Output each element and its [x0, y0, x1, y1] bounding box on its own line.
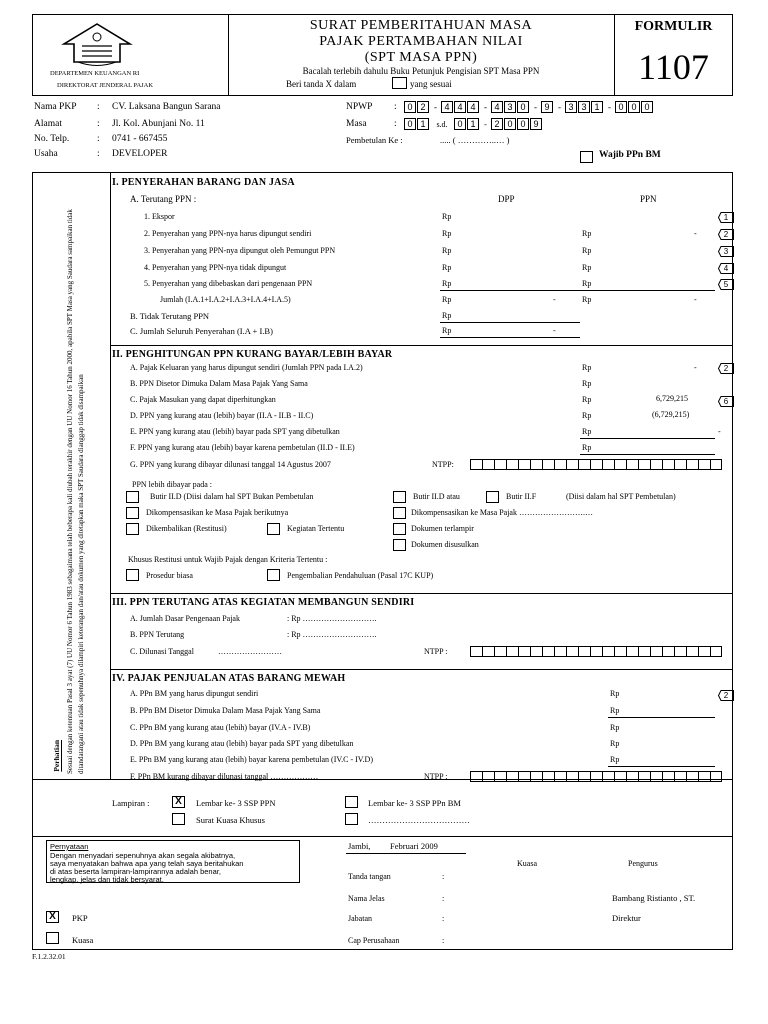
checkbox-dokumen-terlampir[interactable]	[393, 523, 406, 535]
section-3-title: III. PPN TERUTANG ATAS KEGIATAN MEMBANGUN SENDIRI	[112, 597, 415, 608]
masa-label: Masa	[346, 119, 367, 129]
s4-b: B. PPn BM Disetor Dimuka Dalam Masa Pajak Yang Sama	[130, 706, 321, 715]
s2-c: C. Pajak Masukan yang dapat diperhitungkan	[130, 395, 276, 404]
s4-d: D. PPn BM yang kurang atau (lebih) bayar pada SPT yang dibetulkan	[130, 739, 354, 748]
checkbox-lampiran-ssp-ppn[interactable]: X	[172, 796, 185, 808]
underline	[580, 438, 715, 439]
s2-b: B. PPN Disetor Dimuka Dalam Masa Pajak Yang Sama	[130, 379, 308, 388]
mark-instruction-end: yang sesuai	[410, 79, 452, 89]
signer-title[interactable]: Direktur	[612, 913, 641, 923]
mark-example-checkbox	[392, 77, 407, 89]
s1-c: C. Jumlah Seluruh Penyerahan (I.A + I.B)	[130, 326, 273, 336]
s3-a: A. Jumlah Dasar Pengenaan Pajak	[130, 614, 240, 623]
s3-c-value[interactable]: ……………………	[218, 647, 282, 656]
perhatian-text-1: Sesuai dengan ketentuan Pasal 3 ayat (7) UU Nomor 6 Tahun 1983 sebagaimana telah beberapa kali diubah terakhir dengan UU Nomor 16 Tahun 2000, apabila SPT Masa yang Saudara sampaikan tidak	[66, 209, 74, 774]
underline	[440, 322, 580, 323]
khusus-restitusi-label: Khusus Restitusi untuk Wajib Pajak dengan Kriteria Tertentu :	[128, 555, 328, 564]
section-1-title: I. PENYERAHAN BARANG DAN JASA	[112, 177, 295, 188]
s2-a: A. Pajak Keluaran yang harus dipungut sendiri (Jumlah PPN pada I.A.2)	[130, 363, 363, 372]
tag-5: 5	[718, 279, 734, 290]
dpp-header: DPP	[498, 194, 515, 204]
checkbox-butir-iif[interactable]	[486, 491, 499, 503]
tag-2: 2	[718, 690, 734, 701]
digit-separator: -	[484, 102, 487, 112]
sign-place[interactable]: Jambi,	[348, 841, 371, 851]
wajib-ppnbm-checkbox[interactable]	[580, 151, 593, 163]
perhatian-title: Perhatian	[52, 740, 61, 772]
tag-2: 2	[718, 229, 734, 240]
form-code: F.1.2.32.01	[32, 952, 66, 961]
s2-d-value[interactable]: (6,729,215)	[652, 410, 690, 419]
alamat-label: Alamat	[34, 119, 62, 129]
sign-date[interactable]: Februari 2009	[390, 841, 438, 851]
digit-separator: -	[558, 102, 561, 112]
digit-separator: -	[534, 102, 537, 112]
pernyataan-title: Pernyataan	[50, 842, 89, 851]
underline	[580, 290, 715, 291]
s1-row-2: 2. Penyerahan yang PPN-nya harus dipungut sendiri	[144, 229, 312, 238]
s3-b: B. PPN Terutang	[130, 630, 185, 639]
checkbox-lampiran-ssp-ppnbm[interactable]	[345, 796, 358, 808]
digit-box[interactable]: 0	[504, 118, 516, 130]
checkbox-butir-iid[interactable]	[126, 491, 139, 503]
section-2-title: II. PENGHITUNGAN PPN KURANG BAYAR/LEBIH BAYAR	[112, 349, 393, 360]
s1-row-5: 5. Penyerahan yang dibebaskan dari pengenaan PPN	[144, 279, 313, 288]
checkbox-prosedur-biasa[interactable]	[126, 569, 139, 581]
digit-box[interactable]: 1	[591, 101, 603, 113]
underline	[608, 717, 715, 718]
digit-box[interactable]: 4	[441, 101, 453, 113]
digit-box[interactable]: 2	[417, 101, 429, 113]
s3-c: C. Dilunasi Tanggal	[130, 647, 194, 656]
digit-box[interactable]: 0	[517, 118, 529, 130]
instruction-note: Bacalah terlebih dahulu Buku Petunjuk Pengisian SPT Masa PPN	[302, 66, 540, 76]
kuasa-column: Kuasa	[517, 859, 537, 868]
divider	[110, 345, 733, 346]
lampiran-label: Lampiran :	[112, 798, 150, 808]
digit-separator: -	[608, 102, 611, 112]
pembetulan-value[interactable]: ..... ( …………..… )	[440, 135, 510, 145]
form-number: 1107	[638, 47, 709, 87]
tag-2: 2	[718, 363, 734, 374]
npwp-label: NPWP	[346, 102, 373, 112]
telp-label: No. Telp.	[34, 134, 70, 144]
checkbox-butir-iid-atau[interactable]	[393, 491, 406, 503]
ntpp-boxes[interactable]	[470, 646, 722, 657]
divider	[110, 669, 733, 670]
usaha-label: Usaha	[34, 149, 58, 159]
perhatian-text-2: ditandatangani atau tidak sepenuhnya dilampiri keterangan dan/atau dokumen yang ditetapkan maka SPT Saudara dianggap tidak disampaikan	[77, 374, 85, 774]
checkbox-kompensasi-masa[interactable]	[393, 507, 406, 519]
form-title-2: PAJAK PERTAMBAHAN NILAI	[319, 34, 523, 49]
telp-value[interactable]: 0741 - 667455	[112, 134, 168, 144]
digit-box[interactable]: 0	[615, 101, 627, 113]
section-4-title: IV. PAJAK PENJUALAN ATAS BARANG MEWAH	[112, 673, 346, 684]
checkbox-surat-kuasa[interactable]	[172, 813, 185, 825]
s1-jumlah: Jumlah (I.A.1+I.A.2+I.A.3+I.A.4+I.A.5)	[160, 295, 291, 304]
underline	[440, 337, 580, 338]
mark-instruction: Beri tanda X dalam	[286, 79, 357, 89]
s4-e: E. PPn BM yang kurang atau (lebih) bayar karena pembetulan (IV.C - IV.D)	[130, 755, 373, 764]
npwp-digits[interactable]	[404, 101, 654, 113]
s1-row-1: 1. Ekspor	[144, 212, 175, 221]
usaha-value[interactable]: DEVELOPER	[112, 149, 168, 159]
digit-box[interactable]: 4	[454, 101, 466, 113]
digit-separator: s.d.	[436, 119, 448, 129]
digit-box[interactable]: 0	[628, 101, 640, 113]
underline	[440, 290, 580, 291]
tag-6: 6	[718, 396, 734, 407]
pengurus-column: Pengurus	[628, 859, 658, 868]
digit-box[interactable]: 2	[491, 118, 503, 130]
underline	[580, 454, 715, 455]
digit-separator: -	[484, 119, 487, 129]
directorate-name: DIREKTORAT JENDERAL PAJAK	[57, 82, 154, 89]
ntpp-boxes[interactable]	[470, 771, 722, 782]
digit-box[interactable]: 4	[467, 101, 479, 113]
underline	[608, 766, 715, 767]
form-title-3: (SPT MASA PPN)	[364, 50, 478, 65]
s1-b: B. Tidak Terutang PPN	[130, 311, 210, 321]
digit-box[interactable]: 0	[517, 101, 529, 113]
digit-box[interactable]: 0	[404, 118, 416, 130]
tag-4: 4	[718, 263, 734, 274]
ntpp-boxes[interactable]	[470, 459, 722, 470]
dept-name: DEPARTEMEN KEUANGAN RI	[50, 70, 140, 77]
nama-pkp-label: Nama PKP	[34, 102, 77, 112]
digit-box[interactable]: 0	[404, 101, 416, 113]
digit-box[interactable]: 1	[467, 118, 479, 130]
checkbox-pengembalian-pendahuluan[interactable]	[267, 569, 280, 581]
checkbox-kuasa[interactable]	[46, 932, 59, 944]
divider	[110, 593, 733, 594]
digit-box[interactable]: 1	[417, 118, 429, 130]
s2-c-value[interactable]: 6,729,215	[656, 394, 688, 403]
tag-3: 3	[718, 246, 734, 257]
s2-d: D. PPN yang kurang atau (lebih) bayar (II.A - II.B - II.C)	[130, 411, 314, 420]
s3-b-value[interactable]: : Rp ……………………….	[287, 630, 377, 639]
tag-1: 1	[718, 212, 734, 223]
checkbox-dokumen-disusulkan[interactable]	[393, 539, 406, 551]
alamat-value[interactable]: Jl. Kol. Abunjani No. 11	[112, 119, 205, 129]
divider	[32, 836, 733, 837]
digit-box[interactable]: 4	[491, 101, 503, 113]
s2-f: F. PPN yang kurang atau (lebih) bayar karena pembetulan (II.D - II.E)	[130, 443, 355, 452]
masa-digits[interactable]	[404, 118, 543, 130]
wajib-ppnbm-label: Wajib PPn BM	[599, 150, 661, 160]
s3-a-value[interactable]: : Rp ……………………….	[287, 614, 377, 623]
s2-e: E. PPN yang kurang atau (lebih) bayar pada SPT yang dibetulkan	[130, 427, 340, 436]
s2-g: G. PPN yang kurang dibayar dilunasi tanggal 14 Agustus 2007	[130, 460, 331, 469]
formulir-label: FORMULIR	[634, 19, 713, 34]
s4-a: A. PPn BM yang harus dipungut sendiri	[130, 689, 259, 698]
digit-box[interactable]: 0	[454, 118, 466, 130]
checkbox-kompensasi-berikutnya[interactable]	[126, 507, 139, 519]
checkbox-restitusi[interactable]	[126, 523, 139, 535]
digit-box[interactable]: 3	[504, 101, 516, 113]
checkbox-lampiran-lain[interactable]	[345, 813, 358, 825]
left-margin-divider	[110, 172, 111, 779]
form-title-1: SURAT PEMBERITAHUAN MASA	[309, 18, 533, 33]
digit-box[interactable]: 9	[541, 101, 553, 113]
digit-box[interactable]: 0	[641, 101, 653, 113]
s1-row-4: 4. Penyerahan yang PPN-nya tidak dipungut	[144, 263, 287, 272]
checkbox-kegiatan-tertentu[interactable]	[267, 523, 280, 535]
signer-name[interactable]: Bambang Ristianto , ST.	[612, 893, 696, 903]
digit-box[interactable]: 3	[578, 101, 590, 113]
s1-a-label: A. Terutang PPN :	[130, 194, 197, 204]
ministry-emblem	[60, 22, 134, 70]
ppn-header: PPN	[640, 194, 657, 204]
underline	[346, 853, 466, 854]
digit-separator: -	[434, 102, 437, 112]
checkbox-pkp[interactable]: X	[46, 911, 59, 923]
s4-c: C. PPn BM yang kurang atau (lebih) bayar (IV.A - IV.B)	[130, 723, 311, 732]
s4-f: F. PPn BM kurang dibayar dilunasi tanggal ………………	[130, 772, 319, 781]
lebih-dibayar-label: PPN lebih dibayar pada :	[132, 480, 212, 489]
digit-box[interactable]: 9	[530, 118, 542, 130]
pembetulan-label: Pembetulan Ke :	[346, 135, 403, 145]
nama-pkp-value[interactable]: CV. Laksana Bangun Sarana	[112, 102, 221, 112]
s1-row-3: 3. Penyerahan yang PPN-nya dipungut oleh Pemungut PPN	[144, 246, 336, 255]
digit-box[interactable]: 3	[565, 101, 577, 113]
